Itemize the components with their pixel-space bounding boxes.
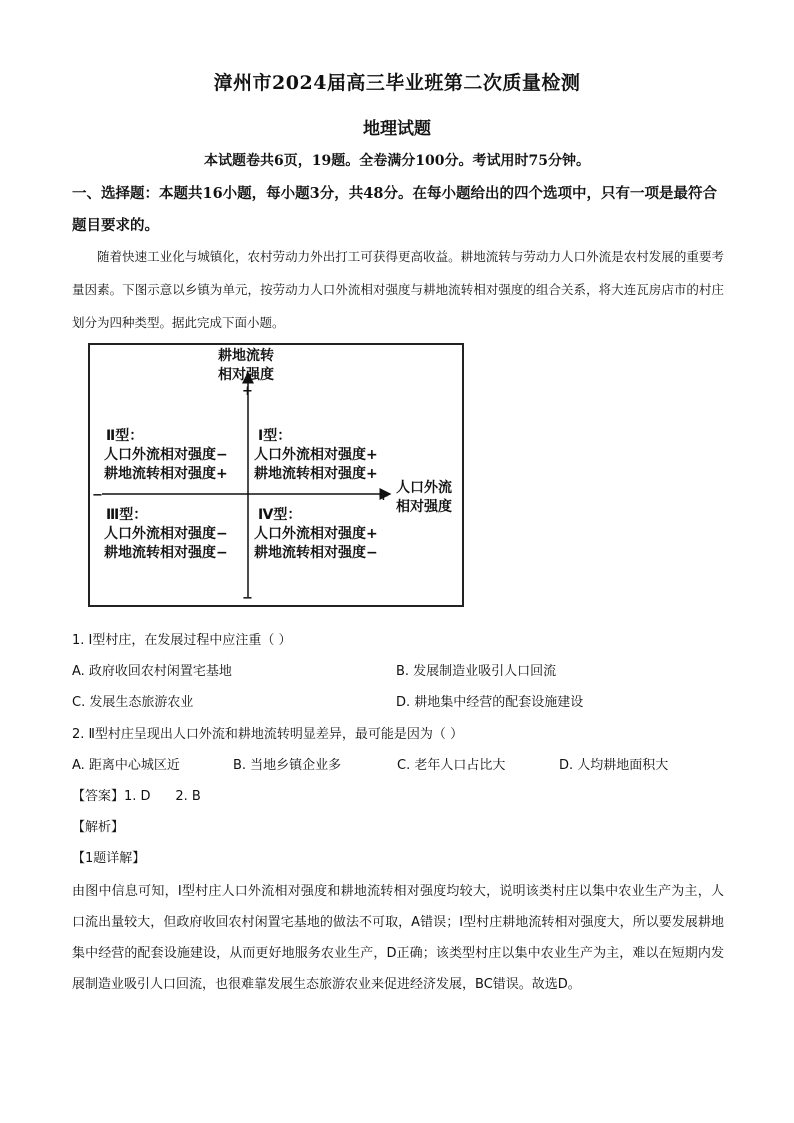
type-4-line2: 耕地流转相对强度− (254, 545, 378, 561)
answer-line (72, 785, 201, 804)
type-2-name: Ⅱ型： (106, 428, 144, 444)
x-axis-label-line1: 人口外流 (396, 480, 452, 496)
question-1-option-c[interactable]: C. 发展生态旅游农业 (72, 695, 194, 710)
detail-label: 【1题详解】 (72, 851, 146, 866)
exam-info: 本试题卷共6页，19题。全卷满分100分。考试用时75分钟。 (204, 153, 590, 169)
subject-title: 地理试题 (363, 119, 431, 139)
question-1-option-a[interactable]: A. 政府收回农村闲置宅基地 (72, 664, 232, 679)
intro-paragraph: 随着快速工业化与城镇化，农村劳动力外出打工可获得更高收益。耕地流转与劳动力人口外流是农村发展的重要考量因素。下图示意以乡镇为单元，按劳动力人口外流相对强度与耕地流转相对强度的组合关系，将大连瓦房店市的村庄划分为四种类型。据此完成下面小题。 (72, 249, 724, 330)
question-2-option-d[interactable]: D. 人均耕地面积大 (559, 758, 669, 773)
type-1-name: Ⅰ型： (258, 428, 292, 444)
answer-value: 1. D 2. B (124, 789, 201, 804)
question-2-option-c[interactable]: C. 老年人口占比大 (397, 758, 506, 773)
section-heading: 一、选择题：本题共16小题，每小题3分，共48分。在每小题给出的四个选项中，只有一项是最符合题目要求的。 (72, 185, 717, 234)
type-4-name: Ⅳ型： (258, 507, 302, 523)
type-3-line1: 人口外流相对强度− (104, 526, 228, 542)
answer-label: 【答案】 (72, 789, 125, 804)
type-2-line2: 耕地流转相对强度+ (104, 466, 228, 482)
x-axis-plus: + (378, 489, 389, 504)
exam-title: 漳州市2024届高三毕业班第二次质量检测 (213, 72, 581, 94)
question-1-option-b[interactable]: B. 发展制造业吸引人口回流 (396, 664, 557, 679)
question-2-option-b[interactable]: B. 当地乡镇企业多 (233, 758, 342, 773)
y-axis-minus: − (242, 591, 253, 606)
type-3-name: Ⅲ型： (106, 507, 148, 523)
type-2-line1: 人口外流相对强度− (104, 447, 228, 463)
x-axis-label-line2: 相对强度 (396, 499, 452, 515)
detail-text: 由图中信息可知，Ⅰ型村庄人口外流相对强度和耕地流转相对强度均较大，说明该类村庄以集中农业生产为主，人口流出量较大，但政府收回农村闲置宅基地的做法不可取，A错误；Ⅰ型村庄耕地流转相对强度大，所以要发展耕地集中经营的配套设施建设，从而更好地服务农业生产，D正确；该类型村庄以集中农业生产为主，难以在短期内发展制造业吸引人口回流，也很难靠发展生态旅游农业来促进经济发展，BC错误。故选D。 (72, 884, 724, 992)
village-type-diagram (88, 343, 464, 607)
y-axis-label-line1: 耕地流转 (218, 348, 274, 364)
analysis-label: 【解析】 (72, 820, 125, 835)
type-1-line1: 人口外流相对强度+ (254, 447, 378, 463)
type-4-line1: 人口外流相对强度+ (254, 526, 378, 542)
x-axis-minus: − (92, 488, 103, 503)
type-3-line2: 耕地流转相对强度− (104, 545, 228, 561)
question-2-stem: 2. Ⅱ型村庄呈现出人口外流和耕地流转明显差异，最可能是因为（ ） (72, 727, 464, 742)
type-1-line2: 耕地流转相对强度+ (254, 466, 378, 482)
question-1-option-d[interactable]: D. 耕地集中经营的配套设施建设 (396, 695, 584, 710)
y-axis-plus: + (242, 384, 253, 399)
question-1-stem: 1. Ⅰ型村庄，在发展过程中应注重（ ） (72, 633, 292, 648)
question-2-option-a[interactable]: A. 距离中心城区近 (72, 758, 180, 773)
y-axis-label-line2: 相对强度 (218, 367, 274, 383)
